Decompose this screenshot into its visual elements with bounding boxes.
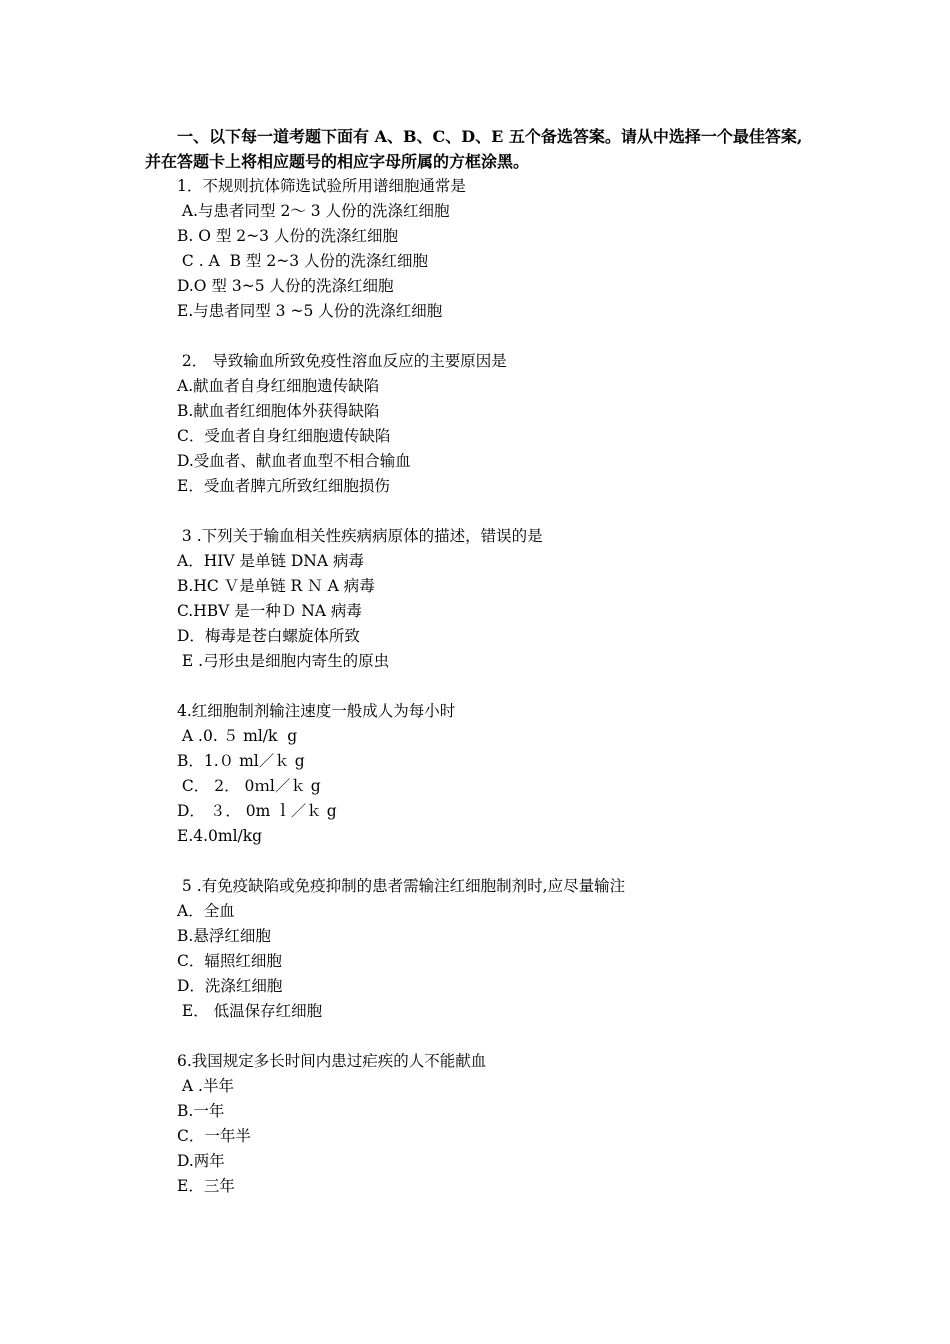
question-stem: 6.我国规定多长时间内患过疟疾的人不能献血 <box>177 1052 487 1070</box>
option-a: A .半年 <box>177 1077 234 1095</box>
option-b: B.悬浮红细胞 <box>177 927 271 945</box>
option-c: C．辐照红细胞 <box>177 952 282 970</box>
option-c: C . A B 型 2~3 人份的洗涤红细胞 <box>177 252 428 270</box>
question-stem: 3 .下列关于输血相关性疾病病原体的描述，错误的是 <box>177 527 543 545</box>
option-d: D． ３． 0m ｌ／ｋ g <box>177 802 337 820</box>
option-e: E．受血者脾亢所致红细胞损伤 <box>177 477 390 495</box>
question-4 <box>177 699 817 849</box>
question-stem: 4.红细胞制剂输注速度一般成人为每小时 <box>177 702 456 720</box>
option-e: E .弓形虫是细胞内寄生的原虫 <box>177 652 390 670</box>
option-d: D．洗涤红细胞 <box>177 977 283 995</box>
question-stem: 2． 导致输血所致免疫性溶血反应的主要原因是 <box>177 352 507 370</box>
option-a: A.献血者自身红细胞遗传缺陷 <box>177 377 380 395</box>
question-6 <box>177 1049 817 1199</box>
option-e: E．三年 <box>177 1177 235 1195</box>
question-5 <box>177 874 817 1024</box>
question-3 <box>177 524 817 674</box>
option-b: B.献血者红细胞体外获得缺陷 <box>177 402 380 420</box>
option-a: A.与患者同型 2～ 3 人份的洗涤红细胞 <box>177 202 450 220</box>
option-d: D.两年 <box>177 1152 225 1170</box>
option-b: B.HC Ｖ是单链 R Ｎ A 病毒 <box>177 577 375 595</box>
question-list <box>177 174 817 1224</box>
option-a: A .0. ５ ml/k g <box>177 727 298 745</box>
option-b: B. O 型 2~3 人份的洗涤红细胞 <box>177 227 398 245</box>
option-c: C.HBV 是一种Ｄ NA 病毒 <box>177 602 362 620</box>
option-c: C． 2． 0ｍl／ｋ g <box>177 777 321 795</box>
question-stem: 5 .有免疫缺陷或免疫抑制的患者需输注红细胞制剂时,应尽量输注 <box>177 877 626 895</box>
option-c: C．一年半 <box>177 1127 251 1145</box>
option-d: D.受血者、献血者血型不相合输血 <box>177 452 411 470</box>
section-heading: 一、以下每一道考题下面有 A、B、C、D、E 五个备选答案。请从中选择一个最佳答案,并在答题卡上将相应题号的相应字母所属的方框涂黑。 <box>145 127 803 171</box>
option-e: E.与患者同型 3 ~5 人份的洗涤红细胞 <box>177 302 443 320</box>
option-d: D．梅毒是苍白螺旋体所致 <box>177 627 360 645</box>
question-1 <box>177 174 817 324</box>
option-d: D.O 型 3~5 人份的洗涤红细胞 <box>177 277 394 295</box>
option-c: C．受血者自身红细胞遗传缺陷 <box>177 427 391 445</box>
option-b: B.一年 <box>177 1102 225 1120</box>
question-2 <box>177 349 817 499</box>
question-stem: 1．不规则抗体筛选试验所用谱细胞通常是 <box>177 177 466 195</box>
option-e: E.4.0ml/kg <box>177 827 263 845</box>
option-b: B．1.０ ml／ｋ g <box>177 752 305 770</box>
option-a: A．HIV 是单链 DNA 病毒 <box>177 552 364 570</box>
option-a: A．全血 <box>177 902 235 920</box>
option-e: E． 低温保存红细胞 <box>177 1002 323 1020</box>
